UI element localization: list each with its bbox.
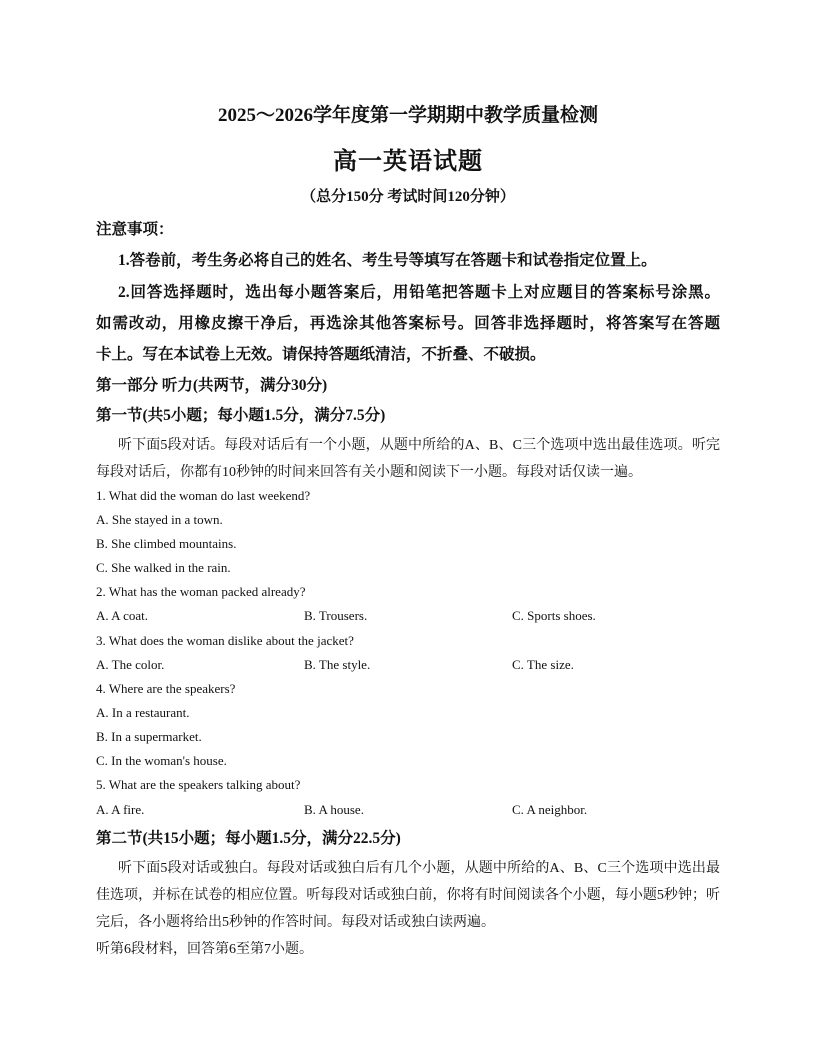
section1-instruction-line-1: 听下面5段对话。每段对话后有一个小题，从题中所给的A、B、C三个选项中选出最佳选项。听完: [118, 438, 720, 453]
question-4-option-a: A. In a restaurant.: [96, 705, 190, 720]
question-2-option-c: C. Sports shoes.: [512, 608, 596, 623]
section1-heading: 第一节(共5小题；每小题1.5分，满分7.5分): [96, 407, 386, 424]
section2-instruction-line-3: 完后，各小题将给出5秒钟的作答时间。每段对话或独白读两遍。: [96, 915, 495, 930]
question-1-option-a: A. She stayed in a town.: [96, 512, 223, 527]
section2-heading: 第二节(共15小题；每小题1.5分，满分22.5分): [96, 830, 401, 847]
question-stem-4: 4. Where are the speakers?: [96, 681, 236, 696]
section2-instruction-line-2: 佳选项，并标在试卷的相应位置。听每段对话或独白前，你将有时间阅读各个小题，每小题5秒钟；听: [96, 888, 720, 903]
question-4-option-c: C. In the woman's house.: [96, 753, 227, 768]
question-4-option-b: B. In a supermarket.: [96, 729, 202, 744]
question-5-option-a: A. A fire.: [96, 802, 145, 817]
question-stem-5: 5. What are the speakers talking about?: [96, 777, 301, 792]
question-stem-1: 1. What did the woman do last weekend?: [96, 488, 311, 503]
part1-heading: 第一部分 听力(共两节，满分30分): [96, 377, 328, 394]
question-3-option-a: A. The color.: [96, 657, 165, 672]
notice-item-2-line-3: 卡上。写在本试卷上无效。请保持答题纸清洁，不折叠、不破损。: [96, 346, 546, 363]
notice-item-1: 1.答卷前，考生务必将自己的姓名、考生号等填写在答题卡和试卷指定位置上。: [118, 252, 657, 269]
notice-item-2-line-1: 2.回答选择题时，选出每小题答案后，用铅笔把答题卡上对应题目的答案标号涂黑。: [118, 284, 720, 301]
question-5-option-c: C. A neighbor.: [512, 802, 588, 817]
question-3-option-c: C. The size.: [512, 657, 574, 672]
question-stem-3: 3. What does the woman dislike about the jacket?: [96, 633, 354, 648]
question-5-option-b: B. A house.: [304, 802, 364, 817]
question-2-option-b: B. Trousers.: [304, 608, 368, 623]
section2-instruction-line-1: 听下面5段对话或独白。每段对话或独白后有几个小题，从题中所给的A、B、C三个选项中选出最: [118, 861, 720, 876]
section2-sub-instruction: 听第6段材料，回答第6至第7小题。: [96, 942, 313, 957]
exam-title: 2025～2026学年度第一学期期中教学质量检测: [217, 105, 598, 126]
question-stem-2: 2. What has the woman packed already?: [96, 584, 306, 599]
notice-heading: 注意事项：: [96, 221, 174, 238]
question-1-option-c: C. She walked in the rain.: [96, 560, 231, 575]
question-2-option-a: A. A coat.: [96, 608, 148, 623]
question-3-option-b: B. The style.: [304, 657, 371, 672]
score-time-note: （总分150分 考试时间120分钟）: [301, 189, 515, 205]
notice-item-2-line-2: 如需改动，用橡皮擦干净后，再选涂其他答案标号。回答非选择题时，将答案写在答题: [96, 315, 720, 332]
question-1-option-b: B. She climbed mountains.: [96, 536, 237, 551]
section1-instruction-line-2: 每段对话后，你都有10秒钟的时间来回答有关小题和阅读下一小题。每段对话仅读一遍。: [96, 465, 642, 480]
subject-title: 高一英语试题: [333, 149, 483, 175]
